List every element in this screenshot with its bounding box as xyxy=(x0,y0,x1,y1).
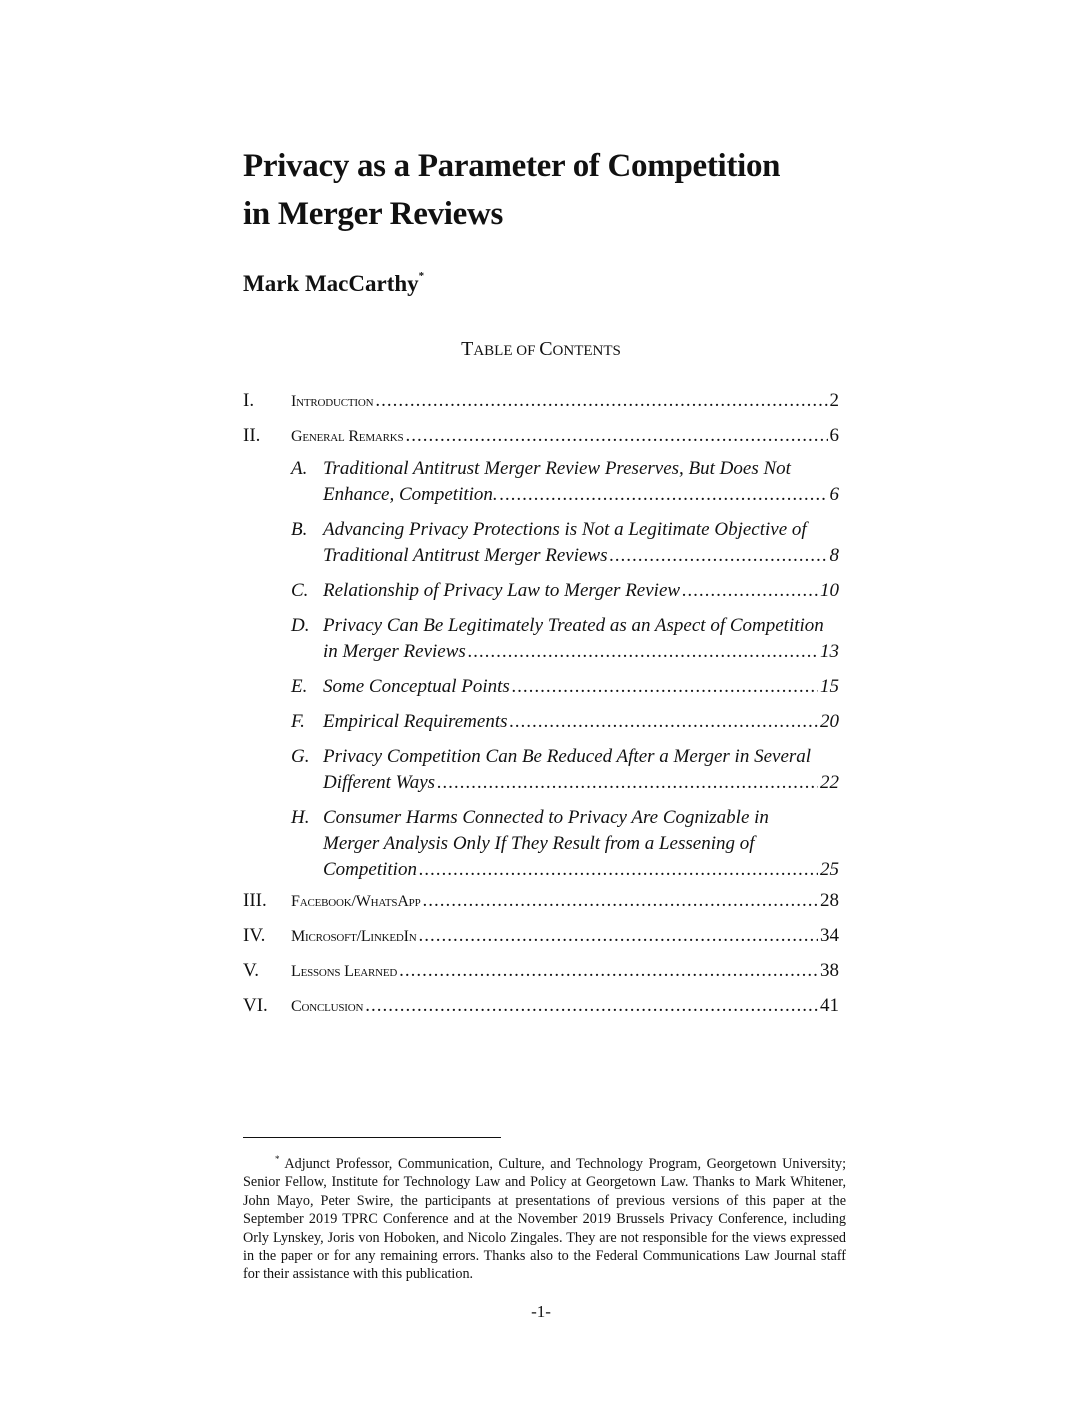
toc-subentry[interactable] xyxy=(243,578,839,604)
toc-entry-page: 6 xyxy=(829,425,839,446)
toc-subentry-line xyxy=(323,543,839,569)
toc-leader-dots xyxy=(468,639,818,665)
toc-subentry-line xyxy=(323,857,839,883)
toc-subentry-letter: H. xyxy=(291,807,310,828)
toc-subentry-page: 15 xyxy=(820,676,839,697)
toc-subentry-text xyxy=(323,517,839,569)
toc-entry-page: 28 xyxy=(820,890,839,911)
toc-subentry-text xyxy=(323,613,839,665)
toc-entry-page: 41 xyxy=(820,995,839,1016)
toc-leader-dots xyxy=(500,482,828,508)
toc-entry-line xyxy=(291,993,839,1020)
toc-subentry-letter: G. xyxy=(291,746,310,767)
footnote xyxy=(243,1150,846,1284)
footnote-mark: * xyxy=(275,1154,280,1164)
paper-title xyxy=(243,142,863,238)
toc-entry-label: Facebook/WhatsApp xyxy=(291,893,421,910)
toc-entry-label: General Remarks xyxy=(291,428,404,445)
toc-leader-dots xyxy=(609,543,827,569)
toc-subentry-line xyxy=(323,517,839,543)
toc-entry-line xyxy=(291,388,839,415)
title-line-1: Privacy as a Parameter of Competition xyxy=(243,148,781,184)
toc-subentry-text xyxy=(323,805,839,883)
toc-subentry-line-text: Empirical Requirements xyxy=(323,711,508,732)
toc-subentry-letter: D. xyxy=(291,615,310,636)
toc-entry-number: VI. xyxy=(243,995,268,1016)
toc-subentry[interactable] xyxy=(243,517,839,569)
toc-subentry-line-text: Relationship of Privacy Law to Merger Review xyxy=(323,580,681,601)
toc-entry-number: I. xyxy=(243,390,255,411)
toc-entry-label: Lessons Learned xyxy=(291,963,398,980)
toc-entry-number: V. xyxy=(243,960,260,981)
toc-leader-dots xyxy=(423,888,818,914)
toc-subentry-page: 8 xyxy=(829,545,839,566)
toc-entry-line xyxy=(291,423,839,450)
title-line-2: in Merger Reviews xyxy=(243,196,504,232)
toc-leader-dots xyxy=(682,578,818,604)
author-name: Mark MacCarthy xyxy=(243,271,419,296)
toc-subentry-letter: E. xyxy=(291,676,308,697)
toc-leader-dots xyxy=(512,674,818,700)
toc-subentry-line-text: Traditional Antitrust Merger Review Preserves, But Does Not xyxy=(323,458,791,479)
toc-subentry-line-text: Merger Analysis Only If They Result from a Lessening of xyxy=(323,833,755,854)
toc-subentry[interactable] xyxy=(243,456,839,508)
toc-entry-number: IV. xyxy=(243,925,266,946)
author xyxy=(243,270,424,297)
toc-subentry-page: 13 xyxy=(820,641,839,662)
toc-subentry-line xyxy=(323,578,839,604)
toc-subentry[interactable] xyxy=(243,613,839,665)
toc-leader-dots xyxy=(365,993,818,1019)
toc-entry-number: II. xyxy=(243,425,261,446)
toc-leader-dots xyxy=(419,857,818,883)
toc-subentry-line-text: Competition xyxy=(323,859,417,880)
toc-subentry-line xyxy=(323,744,839,770)
footnote-text: Adjunct Professor, Communication, Culture, and Technology Program, Georgetown University; Senior Fellow, Institute for Technology Law and Policy at Georgetown Law. Thanks to Mark Whitener, John Mayo, Peter Swire, the participants at presentations of previous versions of this paper at the September 2019 TPRC Conference and at the November 2019 Brussels Privacy Conference, including Orly Lynskey, Joris von Hoboken, and Nicolo Zingales. They are not responsible for the views expressed in the paper or for any remaining errors. Thanks also to the Federal Communications Law Journal staff for their assistance with this publication. xyxy=(243,1156,847,1283)
page-number: -1- xyxy=(531,1302,551,1321)
toc-entry-label: Microsoft/LinkedIn xyxy=(291,928,417,945)
toc-entry-line xyxy=(291,958,839,985)
toc-subentry-line-text: Consumer Harms Connected to Privacy Are Cognizable in xyxy=(323,807,769,828)
toc-subentry-text xyxy=(323,674,839,700)
toc-subentry-line-text: Some Conceptual Points xyxy=(323,676,510,697)
toc-subentry[interactable] xyxy=(243,709,839,735)
toc-subentry-line-text: Enhance, Competition. xyxy=(323,484,498,505)
toc-subentry-line xyxy=(323,639,839,665)
toc-subentry-line-text: Privacy Competition Can Be Reduced After a Merger in Several xyxy=(323,746,812,767)
toc-heading: TABLE OF CONTENTS xyxy=(461,338,621,360)
toc-subentry-text xyxy=(323,456,839,508)
toc-subentry-line xyxy=(323,674,839,700)
toc-entry-label: Introduction xyxy=(291,393,374,410)
footnote-divider xyxy=(243,1137,501,1138)
toc-subentry-text xyxy=(323,578,839,604)
toc-subentry-line xyxy=(323,613,839,639)
toc-subentry-line xyxy=(323,709,839,735)
toc-subentry-letter: F. xyxy=(291,711,305,732)
toc-subentry-letter: B. xyxy=(291,519,308,540)
toc-leader-dots xyxy=(419,923,818,949)
toc-subentry-line-text: in Merger Reviews xyxy=(323,641,466,662)
toc-subentry-line xyxy=(323,805,839,831)
toc-subentry-line xyxy=(323,456,839,482)
toc-subentry-line-text: Different Ways xyxy=(323,772,436,793)
toc-subentry-page: 22 xyxy=(820,772,839,793)
toc-subentry-page: 25 xyxy=(820,859,839,880)
toc-subentry-line-text: Privacy Can Be Legitimately Treated as an Aspect of Competition xyxy=(323,615,824,636)
toc-leader-dots xyxy=(399,958,818,984)
toc-subentry-text xyxy=(323,709,839,735)
toc-subentry-page: 20 xyxy=(820,711,839,732)
toc-subentry-page: 6 xyxy=(829,484,839,505)
toc-subentry-text xyxy=(323,744,839,796)
toc-subentry[interactable] xyxy=(243,744,839,796)
toc-subentry-page: 10 xyxy=(820,580,839,601)
toc-entry-line xyxy=(291,923,839,950)
toc-subentry[interactable] xyxy=(243,805,839,883)
toc-entry-line xyxy=(291,888,839,915)
toc-entry-page: 38 xyxy=(820,960,839,981)
toc-entry-page: 34 xyxy=(820,925,839,946)
toc-subentry-line xyxy=(323,770,839,796)
toc-entry-number: III. xyxy=(243,890,267,911)
toc-entry-page: 2 xyxy=(829,390,839,411)
author-footnote-mark[interactable]: * xyxy=(418,270,425,282)
toc-subentry[interactable] xyxy=(243,674,839,700)
toc-subentry-letter: A. xyxy=(291,458,308,479)
toc-leader-dots xyxy=(375,388,827,414)
toc-subentry-line xyxy=(323,831,839,857)
toc-leader-dots xyxy=(405,423,827,449)
toc-subentry-line-text: Advancing Privacy Protections is Not a Legitimate Objective of xyxy=(323,519,807,540)
toc-entry-label: Conclusion xyxy=(291,998,364,1015)
toc-subentry-line xyxy=(323,482,839,508)
toc-leader-dots xyxy=(437,770,818,796)
toc-subentry-line-text: Traditional Antitrust Merger Reviews xyxy=(323,545,608,566)
toc-leader-dots xyxy=(510,709,818,735)
toc-subentry-letter: C. xyxy=(291,580,309,601)
